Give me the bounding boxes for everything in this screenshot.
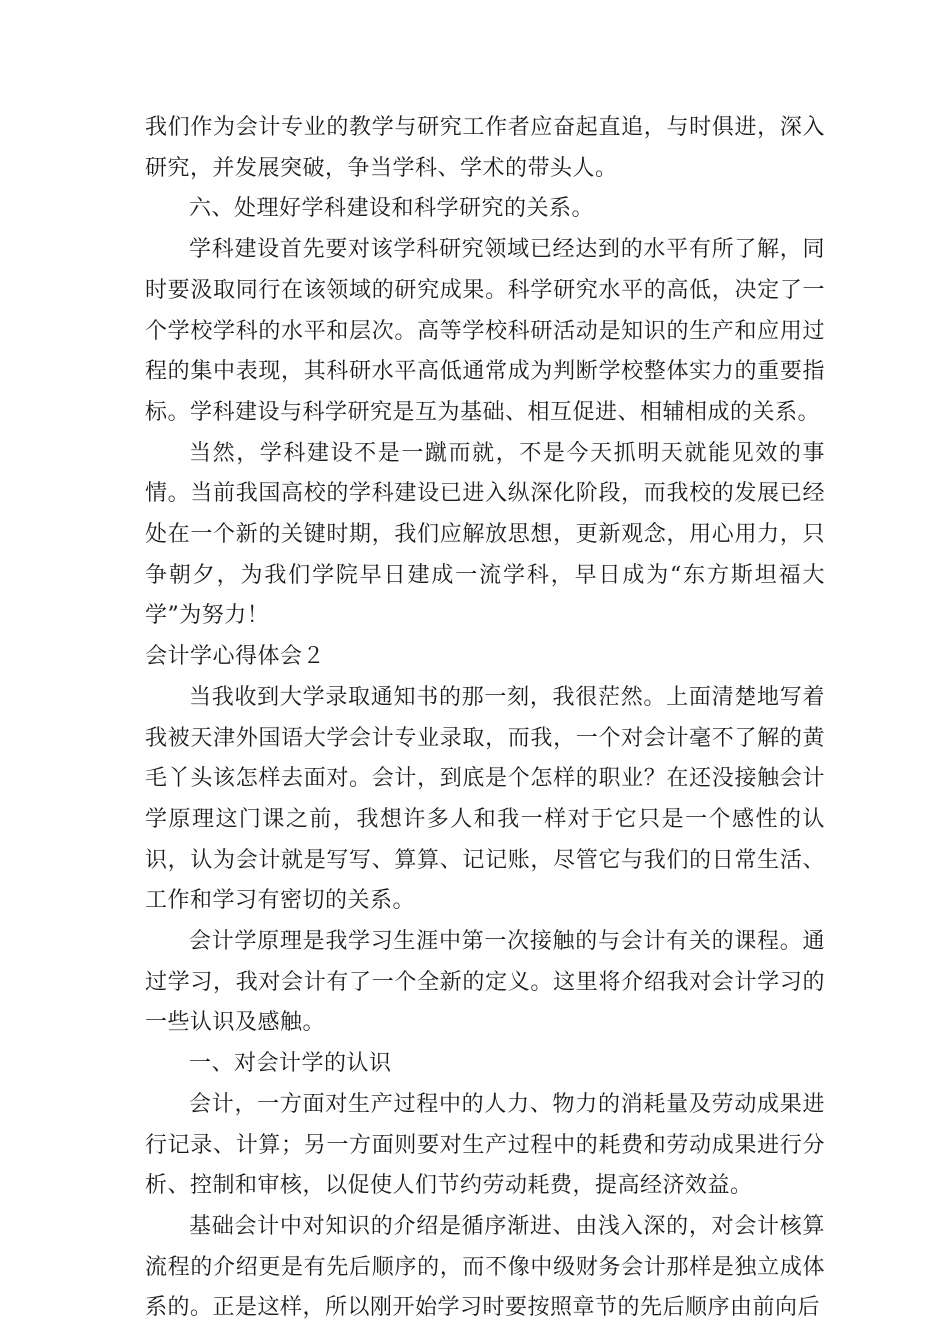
paragraph: 会计学原理是我学习生涯中第一次接触的与会计有关的课程。通过学习，我对会计有了一个全新的定义。这里将介绍我对会计学习的一些认识及感触。	[145, 929, 825, 1036]
paragraph: 会计，一方面对生产过程中的人力、物力的消耗量及劳动成果进行记录、计算；另一方面则要对生产过程中的耗费和劳动成果进行分析、控制和审核，以促使人们节约劳动耗费，提高经济效益。	[145, 1091, 825, 1199]
section-title: 会计学心得体会２	[145, 644, 326, 670]
paragraph-continuation: 我们作为会计专业的教学与研究工作者应奋起直追，与时俱进，深入研究，并发展突破，争当学科、学术的带头人。	[145, 115, 825, 181]
document-body	[145, 108, 825, 1329]
paragraph: 基础会计中对知识的介绍是循序渐进、由浅入深的，对会计核算流程的介绍更是有先后顺序的，而不像中级财务会计那样是独立成体系的。正是这样，所以刚开始学习时要按照章节的先后顺序由前向后	[145, 1213, 825, 1321]
section-heading-one: 一、对会计学的认识	[189, 1051, 392, 1077]
paragraph: 当我收到大学录取通知书的那一刻，我很茫然。上面清楚地写着我被天津外国语大学会计专业录取，而我，一个对会计毫不了解的黄毛丫头该怎样去面对。会计，到底是个怎样的职业？在还没接触会计学原理这门课之前，我想许多人和我一样对于它只是一个感性的认识，认为会计就是写写、算算、记记账，尽管它与我们的日常生活、工作和学习有密切的关系。	[145, 684, 825, 914]
paragraph: 当然，学科建设不是一蹴而就，不是今天抓明天就能见效的事情。当前我国高校的学科建设已进入纵深化阶段，而我校的发展已经处在一个新的关键时期，我们应解放思想，更新观念，用心用力，只争朝夕，为我们学院早日建成一流学科，早日成为“东方斯坦福大学”为努力！	[145, 440, 825, 629]
paragraph: 学科建设首先要对该学科研究领域已经达到的水平有所了解，同时要汲取同行在该领域的研究成果。科学研究水平的高低，决定了一个学校学科的水平和层次。高等学校科研活动是知识的生产和应用过程的集中表现，其科研水平高低通常成为判断学校整体实力的重要指标。学科建设与科学研究是互为基础、相互促进、相辅相成的关系。	[145, 237, 825, 425]
section-heading-six: 六、处理好学科建设和科学研究的关系。	[189, 196, 595, 222]
